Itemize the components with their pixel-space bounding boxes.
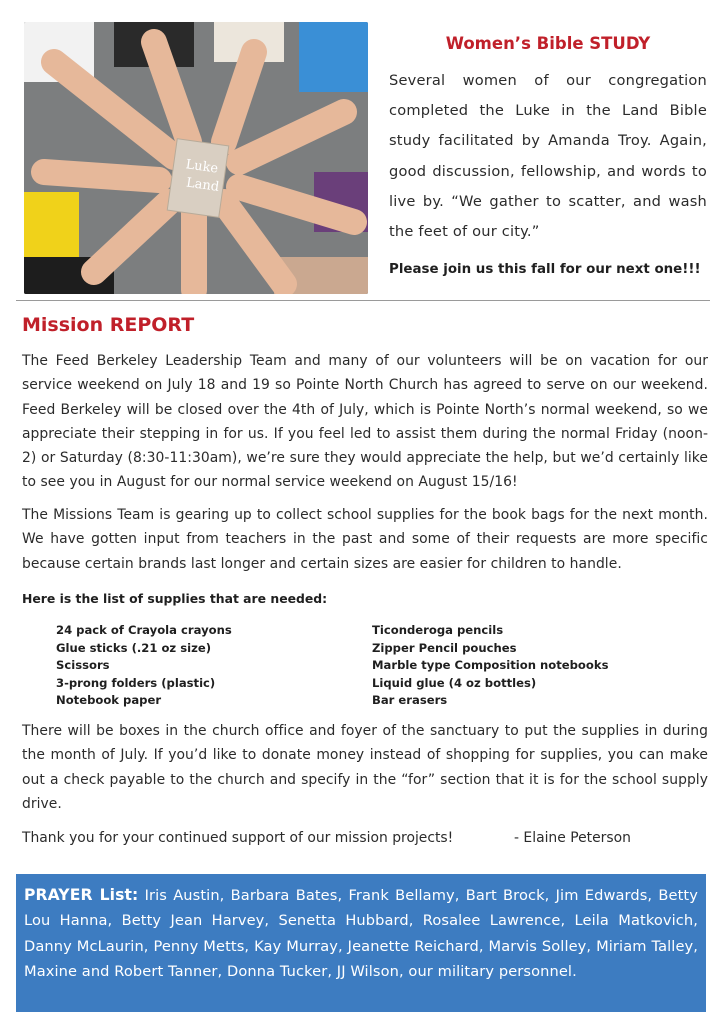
supply-item: Bar erasers (372, 693, 448, 708)
supply-item: Zipper Pencil pouches (372, 640, 517, 655)
book-title-line1: Luke (184, 157, 220, 177)
signature: - Elaine Peterson (514, 830, 631, 846)
prayer-list-label: PRAYER List: (24, 886, 139, 904)
hands-circle-illustration (24, 22, 368, 294)
thanks-text: Thank you for your continued support of our mission projects! (22, 830, 454, 846)
supplies-list-intro: Here is the list of supplies that are needed: (22, 591, 328, 606)
section-divider (16, 300, 710, 301)
supply-item: Glue sticks (.21 oz size) (56, 640, 211, 655)
supplies-list-left (56, 622, 232, 710)
bible-study-photo (24, 22, 368, 294)
supply-item: Marble type Composition notebooks (372, 658, 609, 673)
supply-item: Ticonderoga pencils (372, 623, 504, 637)
supply-item: 3-prong folders (plastic) (56, 675, 216, 690)
mission-thanks (22, 826, 708, 850)
book-title-line2: Land (185, 175, 221, 195)
bible-study-cta: Please join us this fall for our next one!!! (389, 262, 701, 277)
prayer-list-box (16, 874, 706, 1012)
supply-item: Notebook paper (56, 693, 162, 708)
supply-item: 24 pack of Crayola crayons (56, 623, 232, 637)
mission-report-title: Mission REPORT (22, 314, 195, 336)
prayer-list-names: Iris Austin, Barbara Bates, Frank Bellamy, Bart Brock, Jim Edwards, Betty Lou Hanna, Betty Jean Harvey, Senetta Hubbard, Rosalee Lawrence, Leila Matkovich, Danny McLaurin, Penny Metts, Kay Murray, Jeanette Reichard, Marvis Solley, Miriam Talley, Maxine and Robert Tanner, Donna Tucker, JJ Wilson, our military personnel. (24, 887, 698, 981)
bible-study-title: Women’s Bible STUDY (445, 34, 651, 53)
supplies-list-right (372, 622, 608, 710)
mission-paragraph-1: The Feed Berkeley Leadership Team and many of our volunteers will be on vacation for our service weekend on July 18 and 19 so Pointe North Church has agreed to serve on our weekend. Feed Berkeley will be closed over the 4th of July, which is Pointe North’s normal weekend, so we appreciate their stepping in for us. If you feel led to assist them during the normal Friday (noon-2) or Saturday (8:30-11:30am), we’re sure they would appreciate the help, but we’d certainly like to see you in August for our normal service weekend on August 15/16! (22, 353, 708, 491)
supply-item: Scissors (56, 658, 110, 673)
supply-item: Liquid glue (4 oz bottles) (372, 675, 537, 690)
mission-paragraph-3: There will be boxes in the church office and foyer of the sanctuary to put the supplies in during the month of July. If you’d like to donate money instead of shopping for supplies, you can make out a check payable to the church and specify in the “for” section that it is for the school supply drive. (22, 723, 708, 812)
bible-study-text: Several women of our congregation completed the Luke in the Land Bible study facilitated by Amanda Troy. Again, good discussion, fellowship, and words to live by. “We gather to scatter, and wash the feet of our city.” (389, 72, 707, 241)
mission-paragraph-2: The Missions Team is gearing up to collect school supplies for the book bags for the next month. We have gotten input from teachers in the past and some of their requests are more specific because certain brands last longer and certain sizes are easier for children to handle. (22, 507, 708, 572)
